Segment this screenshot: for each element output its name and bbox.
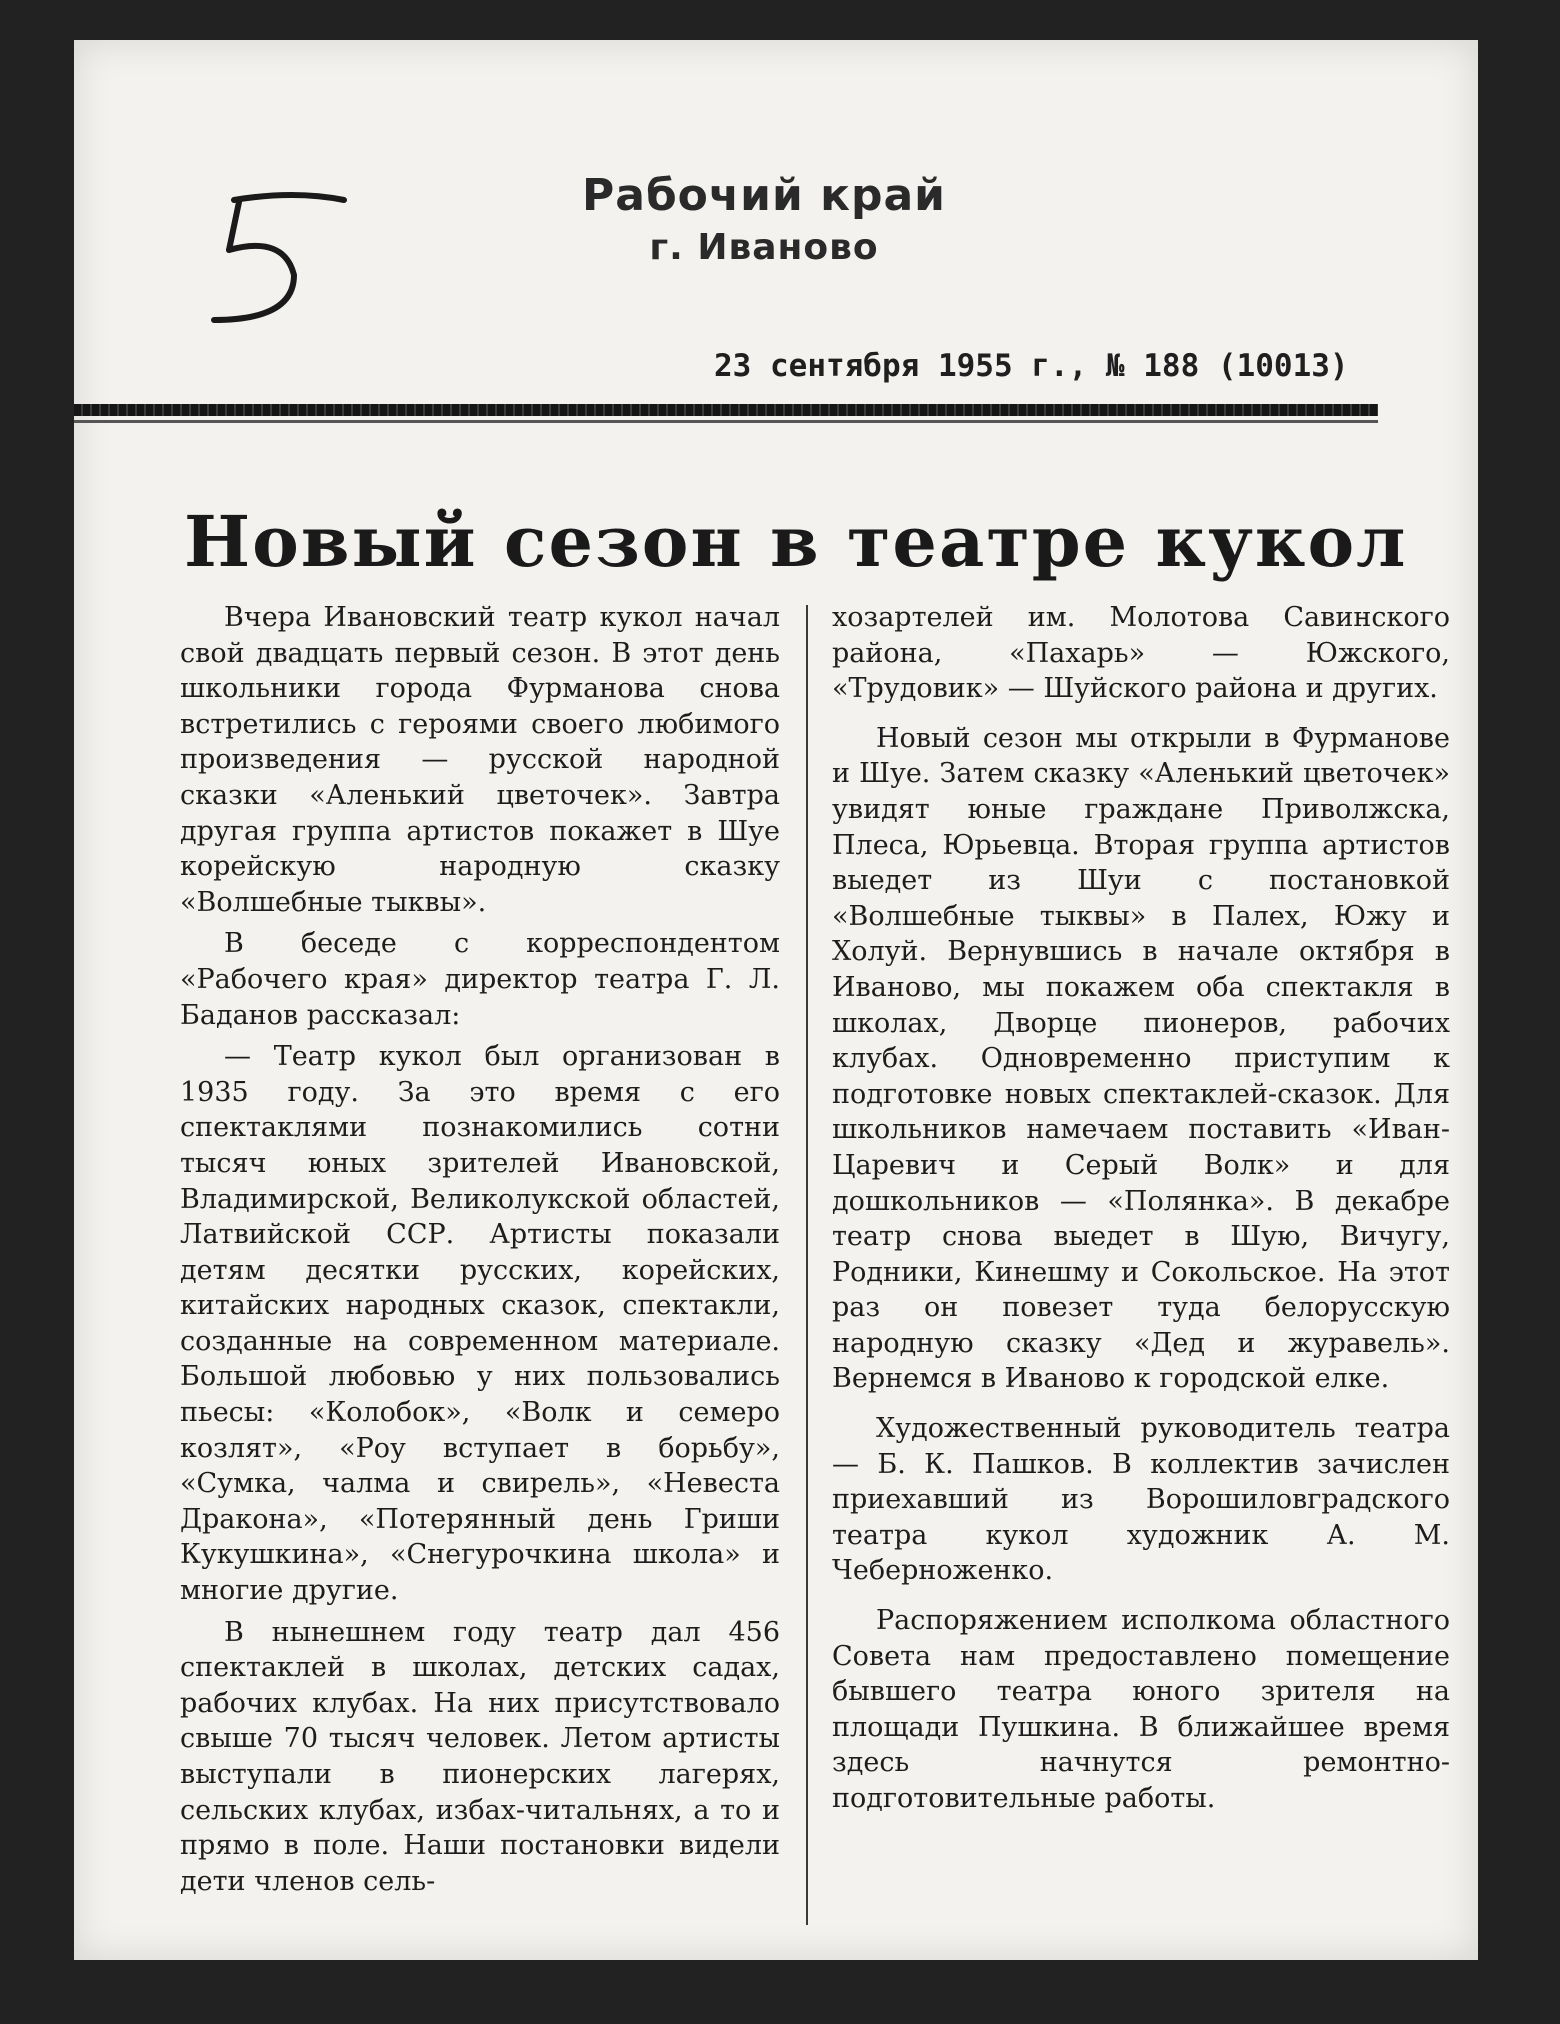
article-column-left xyxy=(180,600,780,1905)
newspaper-clipping-sheet xyxy=(74,40,1478,1960)
article-paragraph: Новый сезон мы открыли в Фурманове и Шуе. Затем сказку «Аленький цветочек» увидят юные граждане Приволжска, Плеса, Юрьевца. Вторая группа артистов выедет из Шуи с постановкой «Волшебные тыквы» в Палех, Южу и Холуй. Вернувшись в начале октября в Иваново, мы покажем оба спектакля в школах, Дворце пионеров, рабочих клубах. Одновременно приступим к подготовке новых спектаклей-сказок. Для школьников намечаем поставить «Иван-Царевич и Серый Волк» и для дошкольников — «Полянка». В декабре театр снова выедет в Шую, Вичугу, Родники, Кинешму и Сокольское. На этот раз он повезет туда белорусскую народную сказку «Дед и журавель». Вернемся в Иваново к городской елке. xyxy=(832,722,1450,1395)
article-paragraph: — Театр кукол был организован в 1935 году. За это время с его спектаклями познакомились сотни тысяч юных зрителей Ивановской, Владимирской, Великолукской областей, Латвийской ССР. Артисты показали детям десятки русских, корейских, китайских народных сказок, спектакли, созданные на современном материале. Большой любовью у них пользовались пьесы: «Колобок», «Волк и семеро козлят», «Роу вступает в борьбу», «Сумка, чалма и свирель», «Невеста Дракона», «Потерянный день Гриши Кукушкина», «Снегурочкина школа» и многие другие. xyxy=(180,1041,780,1607)
newspaper-name: Рабочий край xyxy=(582,170,946,221)
article-headline: Новый сезон в театре кукол xyxy=(184,500,1408,583)
issue-date-number: 23 сентября 1955 г., № 188 (10013) xyxy=(714,348,1349,384)
article-paragraph: В беседе с корреспондентом «Рабочего края» директор театра Г. Л. Баданов рассказал: xyxy=(180,928,780,1031)
article-paragraph: Художественный руководитель театра — Б. К. Пашков. В коллектив зачислен приехавший из Ворошиловградского театра кукол художник А. М. Чеберноженко. xyxy=(832,1413,1450,1587)
newspaper-city: г. Иваново xyxy=(649,227,879,268)
masthead xyxy=(464,170,1064,268)
article-paragraph: хозартелей им. Молотова Савинского района, «Пахарь» — Южского, «Трудовик» — Шуйского района и других. xyxy=(832,602,1450,705)
handwritten-number-five xyxy=(174,180,354,330)
article-paragraph: Вчера Ивановский театр кукол начал свой двадцать первый сезон. В этот день школьники города Фурманова снова встретились с героями своего любимого произведения — русской народной сказки «Аленький цветочек». Завтра другая группа артистов покажет в Шуе корейскую народную сказку «Волшебные тыквы». xyxy=(180,602,780,918)
article-paragraph: Распоряжением исполкома областного Совета нам предоставлено помещение бывшего театра юного зрителя на площади Пушкина. В ближайшее время здесь начнутся ремонтно-подготовительные работы. xyxy=(832,1605,1450,1814)
column-divider xyxy=(806,605,808,1925)
article-column-right xyxy=(832,600,1450,1823)
article-paragraph: В нынешнем году театр дал 456 спектаклей в школах, детских садах, рабочих клубах. На них присутствовало свыше 70 тысяч человек. Летом артисты выступали в пионерских лагерях, сельских клубах, избах-читальнях, а то и прямо в поле. Наши постановки видели дети членов сель- xyxy=(180,1616,780,1897)
header-rule xyxy=(74,404,1378,416)
header-rule-thin xyxy=(74,420,1378,423)
